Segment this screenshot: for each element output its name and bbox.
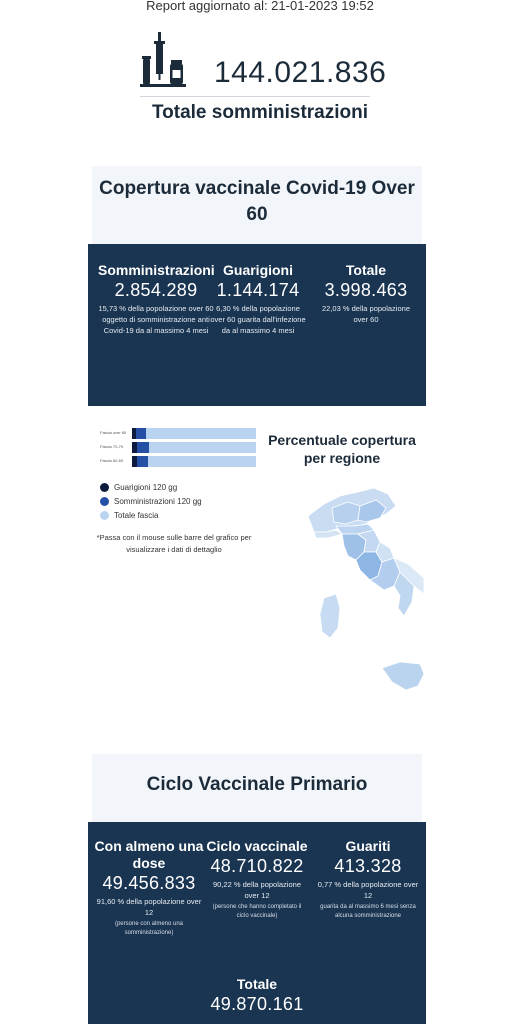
stat-value: 49.870.161 xyxy=(210,994,304,1014)
legend-label: Guarigioni 120 gg xyxy=(114,482,178,492)
legend-item xyxy=(100,508,270,522)
stat-title: Ciclo vaccinale xyxy=(206,838,308,854)
total-administrations xyxy=(0,28,520,128)
bar-segment[interactable] xyxy=(148,456,256,467)
stat-value: 48.710.822 xyxy=(210,856,304,876)
chart-legend xyxy=(100,480,270,522)
total-label: Totale somministrazioni xyxy=(151,102,369,123)
stat-value: 2.854.289 xyxy=(114,280,198,300)
legend-label: Somministrazioni 120 gg xyxy=(114,496,202,506)
stat-guarigioni xyxy=(210,262,306,336)
stat-value: 1.144.174 xyxy=(216,280,300,300)
bar-segment[interactable] xyxy=(136,428,146,439)
stat-ciclo-vaccinale xyxy=(206,838,308,921)
stat-value: 3.998.463 xyxy=(324,280,408,300)
legend-item xyxy=(100,480,270,494)
stat-title: Somministrazioni xyxy=(98,262,215,278)
legend-label: Totale fascia xyxy=(114,510,159,520)
stat-totale-ciclo xyxy=(88,976,426,1015)
region-sicilia[interactable] xyxy=(382,662,424,690)
divider xyxy=(140,96,370,97)
stat-title: Con almeno una dose xyxy=(94,838,204,871)
stat-desc: 91,60 % della popolazione over 12 xyxy=(96,897,202,917)
legend-dot-icon xyxy=(100,511,109,520)
stat-guariti xyxy=(314,838,422,921)
italy-regions-map[interactable] xyxy=(296,486,424,700)
region-sardegna[interactable] xyxy=(320,594,340,638)
stat-desc: 15,73 % della popolazione over 60 oggetto di somministrazione anti Covid-19 da al massimo 4 mesi xyxy=(98,304,214,335)
legend-dot-icon xyxy=(100,497,109,506)
stat-note: (persone che hanno completato il ciclo vaccinale) xyxy=(212,904,302,919)
stat-value: 49.456.833 xyxy=(102,873,196,893)
bar-category-label: Fascia 60-69 xyxy=(100,458,124,463)
stat-title: Totale xyxy=(345,262,387,278)
bar-row[interactable] xyxy=(100,442,260,453)
stat-desc: 90,22 % della popolazione over 12 xyxy=(213,880,301,900)
stat-title: Totale xyxy=(236,976,278,992)
stat-desc: 22,03 % della popolazione over 60 xyxy=(322,304,410,324)
stat-almeno-una-dose xyxy=(92,838,206,938)
bar-segment[interactable] xyxy=(146,428,256,439)
bar-row[interactable] xyxy=(100,428,260,439)
stat-totale xyxy=(316,262,416,325)
age-group-bar-chart[interactable] xyxy=(100,428,260,472)
bar-segment[interactable] xyxy=(137,456,148,467)
stat-title: Guarigioni xyxy=(223,262,293,278)
ciclo-title: Ciclo Vaccinale Primario xyxy=(92,754,422,822)
bar-category-label: Fascia 70-79 xyxy=(100,444,124,449)
over60-title: Copertura vaccinale Covid-19 Over 60 xyxy=(92,166,422,244)
stat-note: guarita da al massimo 6 mesi senza alcuna somministrazione xyxy=(320,904,416,919)
stat-desc: 0,77 % della popolazione over 12 xyxy=(317,880,419,900)
stat-somministrazioni xyxy=(98,262,214,336)
legend-dot-icon xyxy=(100,483,109,492)
stat-value: 413.328 xyxy=(334,856,402,876)
bar-row[interactable] xyxy=(100,456,260,467)
chart-hint: *Passa con il mouse sulle barre del grafico per visualizzare i dati di dettaglio xyxy=(96,533,252,554)
vaccine-vials-icon xyxy=(140,32,186,88)
bar-segment[interactable] xyxy=(137,442,149,453)
stat-title: Guariti xyxy=(345,838,391,854)
map-title: Percentuale copertura per regione xyxy=(268,432,416,466)
over60-stats-card xyxy=(88,244,426,406)
ciclo-stats-card xyxy=(88,822,426,1024)
stat-note: (persone con almeno una somministrazione) xyxy=(114,921,184,936)
report-date: Report aggiornato al: 21-01-2023 19:52 xyxy=(146,0,374,13)
bar-category-label: Fascia over 80 xyxy=(100,430,127,435)
total-value: 144.021.836 xyxy=(214,56,387,89)
legend-item xyxy=(100,494,270,508)
bar-segment[interactable] xyxy=(149,442,256,453)
stat-desc: 6,30 % della popolazione over 60 guarita dall'infezione da al massimo 4 mesi xyxy=(210,304,306,335)
